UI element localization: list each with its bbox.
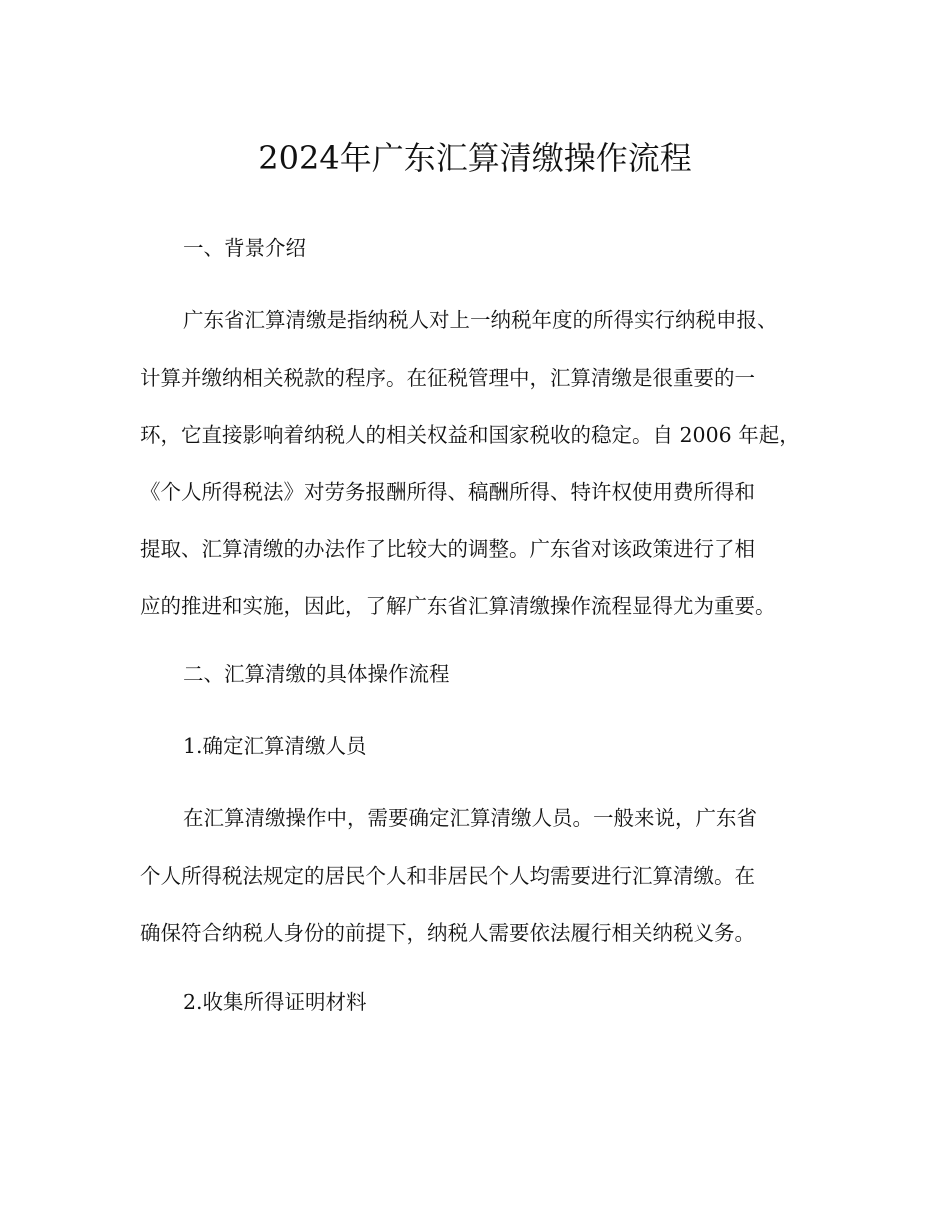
section-heading-procedure: 二、汇算清缴的具体操作流程 — [183, 662, 450, 686]
paragraph-line: 个人所得税法规定的居民个人和非居民个人均需要进行汇算清缴。在 — [140, 864, 755, 888]
paragraph-line: 确保符合纳税人身份的前提下，纳税人需要依法履行相关纳税义务。 — [140, 921, 755, 945]
subsection-heading-collect-materials: 2.收集所得证明材料 — [183, 990, 367, 1014]
paragraph-line: 广东省汇算清缴是指纳税人对上一纳税年度的所得实行纳税申报、 — [183, 308, 778, 332]
paragraph-line: 计算并缴纳相关税款的程序。在征税管理中，汇算清缴是很重要的一 — [140, 366, 755, 390]
paragraph-line: 在汇算清缴操作中，需要确定汇算清缴人员。一般来说，广东省 — [183, 806, 757, 830]
paragraph-line: 《个人所得税法》对劳务报酬所得、稿酬所得、特许权使用费所得和 — [140, 480, 755, 504]
section-heading-background: 一、背景介绍 — [183, 236, 306, 260]
subsection-heading-determine-personnel: 1.确定汇算清缴人员 — [183, 734, 367, 758]
paragraph-line: 应的推进和实施，因此，了解广东省汇算清缴操作流程显得尤为重要。 — [140, 594, 776, 618]
paragraph-line: 提取、汇算清缴的办法作了比较大的调整。广东省对该政策进行了相 — [140, 537, 755, 561]
paragraph-line: 环，它直接影响着纳税人的相关权益和国家税收的稳定。自 2006 年起， — [140, 423, 800, 447]
document-title: 2024年广东汇算清缴操作流程 — [258, 139, 692, 177]
